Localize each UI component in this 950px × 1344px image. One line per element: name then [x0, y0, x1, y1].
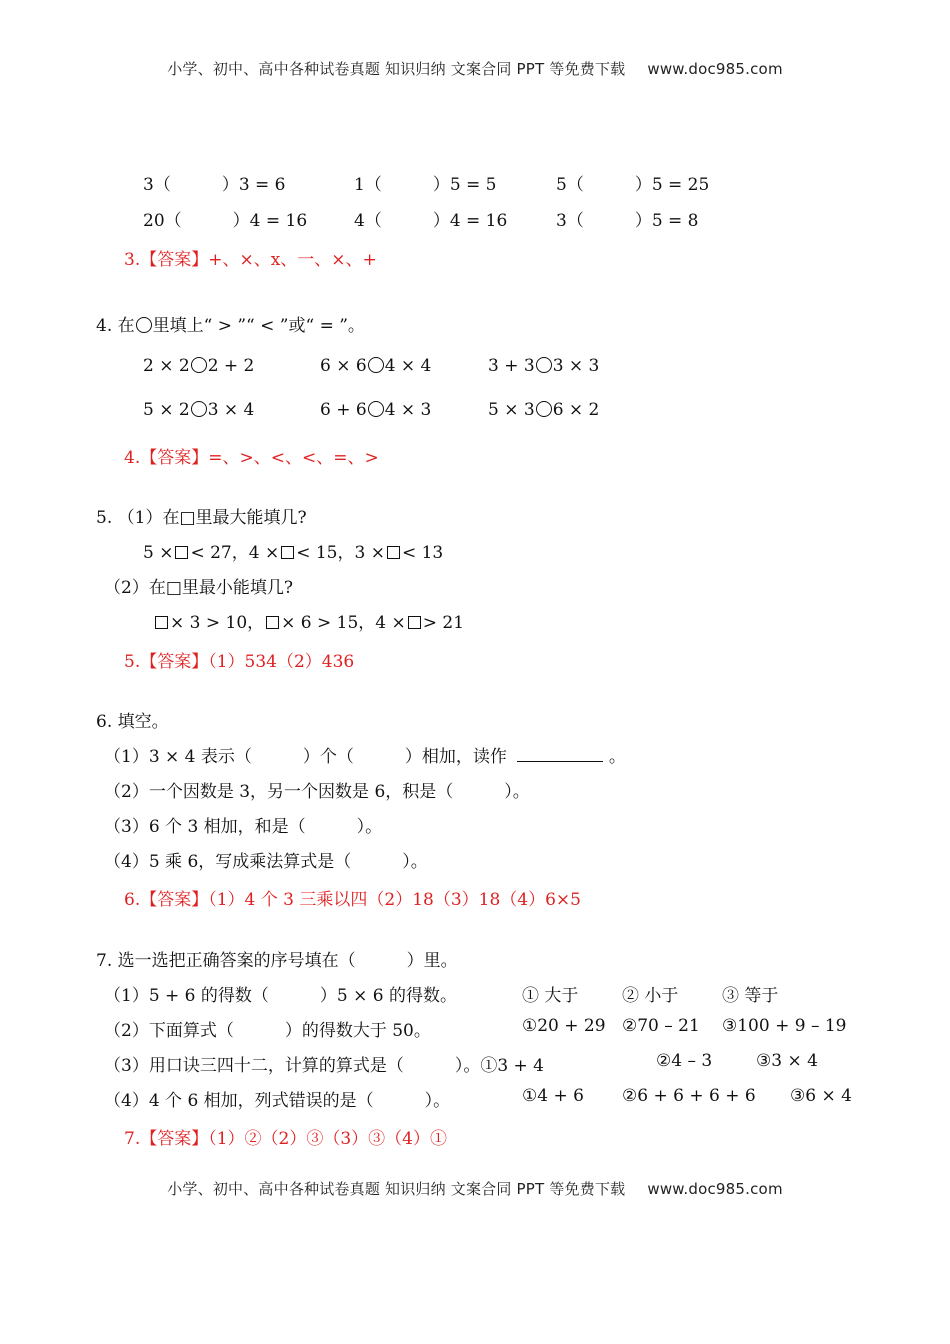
- square-icon[interactable]: [408, 616, 421, 629]
- circle-icon[interactable]: [191, 401, 207, 417]
- q4-title-prefix: 4. 在: [96, 316, 135, 336]
- q3-row1-item3: 5（ ）5 = 25: [556, 175, 710, 195]
- q7-item2-option2: ②70 – 21: [622, 1016, 700, 1036]
- q7-item1-option2: ② 小于: [622, 986, 679, 1006]
- q6-line3: （3）6 个 3 相加，和是（ ）。: [104, 817, 383, 837]
- q3-row2-item2: 4（ ）4 = 16: [354, 211, 508, 231]
- square-icon[interactable]: [155, 616, 168, 629]
- circle-icon[interactable]: [191, 357, 207, 373]
- footer-site-link[interactable]: www.doc985.com: [647, 1180, 783, 1198]
- q7-item4-option1: ①4 + 6: [522, 1086, 584, 1106]
- square-icon[interactable]: [266, 616, 279, 629]
- square-icon[interactable]: [175, 546, 188, 559]
- q5-part1-line: 5 × < 27，4 × < 15，3 × < 13: [143, 543, 444, 563]
- q4-answer: 4.【答案】=、>、<、<、=、>: [124, 448, 379, 468]
- q6-line1: （1）3 × 4 表示（ ）个（ ）相加，读作 。: [104, 747, 626, 767]
- q4-title-suffix: 里填上“ > ”“ < ”或“ = ”。: [152, 316, 365, 336]
- footer-text: 小学、初中、高中各种试卷真题 知识归纳 文案合同 PPT 等免费下载: [167, 1180, 626, 1198]
- q7-item3-option3: ③3 × 4: [756, 1051, 818, 1071]
- q3-answer: 3.【答案】+、×、x、一、×、+: [124, 250, 377, 270]
- q7-item4-question: （4）4 个 6 相加，列式错误的是（ ）。: [104, 1091, 451, 1111]
- q7-item2-option1: ①20 + 29: [522, 1016, 606, 1036]
- q7-item1-question: （1）5 + 6 的得数（ ）5 × 6 的得数。: [104, 986, 457, 1006]
- q5-part2-line: × 3 > 10， × 6 > 15，4 × > 21: [153, 608, 464, 633]
- header-site-link[interactable]: www.doc985.com: [647, 60, 783, 78]
- q4-row1-item3: 3 + 3 3 × 3: [488, 356, 600, 376]
- q6-line2: （2）一个因数是 3，另一个因数是 6，积是（ ）。: [104, 782, 530, 802]
- q3-row1-item1: 3（ ）3 = 6: [143, 175, 286, 195]
- q4-row2-item2: 6 + 6 4 × 3: [320, 400, 432, 420]
- page-header: [0, 58, 950, 79]
- circle-icon[interactable]: [368, 401, 384, 417]
- q7-item2-option3: ③100 + 9 – 19: [722, 1016, 847, 1036]
- square-icon[interactable]: [387, 546, 400, 559]
- q7-item1-option3: ③ 等于: [722, 986, 779, 1006]
- q3-row1-item2: 1（ ）5 = 5: [354, 175, 497, 195]
- q7-answer: 7.【答案】（1）②（2）③（3）③（4）①: [124, 1129, 447, 1149]
- circle-icon: [136, 317, 152, 333]
- q4-row1-item1: 2 × 2 2 + 2: [143, 356, 255, 376]
- q6-answer: 6.【答案】（1）4 个 3 三乘以四（2）18（3）18（4）6×5: [124, 890, 581, 910]
- q4-title: [96, 311, 365, 336]
- answer-blank[interactable]: [517, 747, 603, 762]
- q7-item4-option2: ②6 + 6 + 6 + 6: [622, 1086, 756, 1106]
- q4-row2-item3: 5 × 3 6 × 2: [488, 400, 600, 420]
- q6-title: 6. 填空。: [96, 712, 169, 732]
- q7-item4-option3: ③6 × 4: [790, 1086, 852, 1106]
- circle-icon[interactable]: [536, 401, 552, 417]
- q5-part2-title: （2）在□里最小能填几?: [104, 578, 293, 598]
- q3-row2-item3: 3（ ）5 = 8: [556, 211, 699, 231]
- q5-answer: 5.【答案】（1）534（2）436: [124, 652, 355, 672]
- circle-icon[interactable]: [536, 357, 552, 373]
- square-icon[interactable]: [281, 546, 294, 559]
- header-text: 小学、初中、高中各种试卷真题 知识归纳 文案合同 PPT 等免费下载: [167, 60, 626, 78]
- q7-item1-option1: ① 大于: [522, 986, 579, 1006]
- q5-part1-title: 5. （1）在□里最大能填几?: [96, 508, 307, 528]
- q7-item2-question: （2）下面算式（ ）的得数大于 50。: [104, 1021, 431, 1041]
- q7-item3-question: （3）用口诀三四十二，计算的算式是（ ）。①3 + 4: [104, 1056, 544, 1076]
- q4-row1-item2: 6 × 6 4 × 4: [320, 356, 432, 376]
- circle-icon[interactable]: [368, 357, 384, 373]
- q7-item3-option2: ②4 – 3: [656, 1051, 713, 1071]
- q4-row2-item1: 5 × 2 3 × 4: [143, 400, 255, 420]
- q6-line4: （4）5 乘 6，写成乘法算式是（ ）。: [104, 852, 428, 872]
- q3-row2-item1: 20（ ）4 = 16: [143, 211, 308, 231]
- q7-title: 7. 选一选把正确答案的序号填在（ ）里。: [96, 951, 458, 971]
- page-footer: [0, 1178, 950, 1199]
